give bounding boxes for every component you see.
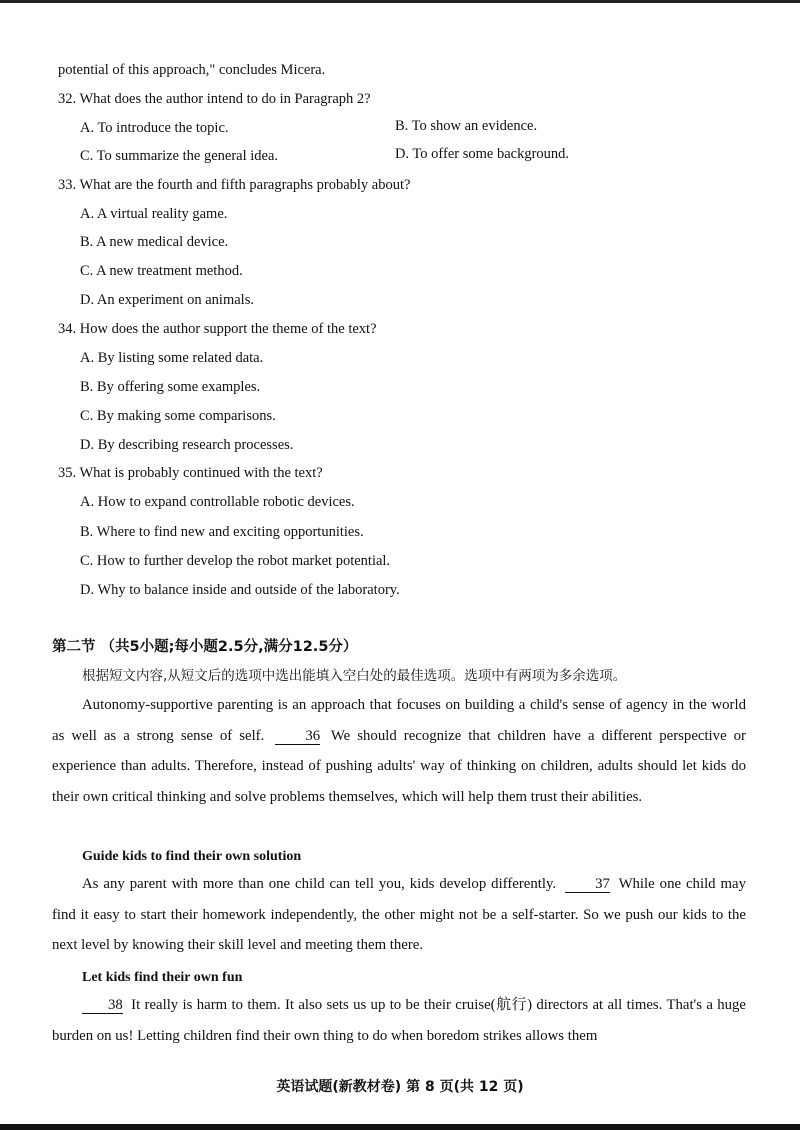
section-instruction: 根据短文内容,从短文后的选项中选出能填入空白处的最佳选项。选项中有两项为多余选项。 — [82, 668, 627, 684]
question-stem: 35. What is probably continued with the text? — [58, 465, 323, 481]
option-c: C. A new treatment method. — [80, 263, 243, 279]
option-d: D. To offer some background. — [395, 146, 570, 162]
option-a: A. By listing some related data. — [80, 350, 264, 366]
option-b: B. Where to find new and exciting opportunities. — [80, 524, 364, 540]
intro-fragment: potential of this approach," concludes Micera. — [58, 62, 326, 78]
option-b: B. A new medical device. — [80, 234, 229, 250]
option-c: C. By making some comparisons. — [80, 408, 276, 424]
blank-36: 36 — [275, 728, 320, 745]
paragraph-3 — [52, 990, 746, 1051]
page-footer: 英语试题(新教材卷) 第 8 页(共 12 页) — [276, 1079, 524, 1095]
question-stem: 33. What are the fourth and fifth paragraphs probably about? — [58, 177, 411, 193]
option-b: B. To show an evidence. — [395, 118, 538, 134]
option-c: C. To summarize the general idea. — [80, 148, 279, 164]
option-a: A. To introduce the topic. — [80, 120, 229, 136]
option-c: C. How to further develop the robot market potential. — [80, 553, 391, 569]
bottom-border — [0, 1124, 800, 1130]
subheading-guide-kids: Guide kids to find their own solution — [82, 849, 302, 864]
paragraph-1 — [52, 690, 746, 812]
option-d: D. An experiment on animals. — [80, 292, 254, 308]
paragraph-2-part-2: While one child may find it easy to start their homework independently, the other might not be a self-starter. So we push our kids to the next level by knowing their skill level and meeting them there. — [52, 876, 747, 953]
paragraph-1-part-2: We should recognize that children have a different perspective or experience than adults. Therefore, instead of pushing adults' way of thinking on children, adults should let kids do their own critical thinking and solve problems themselves, which will help them trust their abilities. — [52, 727, 746, 805]
option-b: B. By offering some examples. — [80, 379, 261, 395]
option-a: A. How to expand controllable robotic devices. — [80, 494, 355, 510]
paragraph-3-text: It really is harm to them. It also sets us up to be their cruise(航行) directors at all times. That's a huge burden on us! Letting children find their own thing to do when boredom strikes allows them — [52, 997, 746, 1044]
paragraph-1-part-1: Autonomy-supportive parenting is an approach that focuses on building a child's sense of agency in the world as well as a strong sense of self. — [52, 697, 746, 744]
question-stem: 34. How does the author support the theme of the text? — [58, 321, 377, 337]
option-a: A. A virtual reality game. — [80, 206, 228, 222]
top-border — [0, 0, 800, 3]
blank-38: 38 — [82, 997, 123, 1014]
blank-37: 37 — [565, 876, 610, 893]
option-d: D. Why to balance inside and outside of the laboratory. — [80, 582, 400, 598]
section-title: 第二节 （共5小题;每小题2.5分,满分12.5分） — [52, 639, 358, 655]
option-d: D. By describing research processes. — [80, 437, 294, 453]
paragraph-2-part-1: As any parent with more than one child can tell you, kids develop differently. — [82, 876, 557, 892]
paragraph-2 — [52, 869, 746, 961]
subheading-find-fun: Let kids find their own fun — [82, 970, 243, 985]
question-stem: 32. What does the author intend to do in Paragraph 2? — [58, 91, 371, 107]
